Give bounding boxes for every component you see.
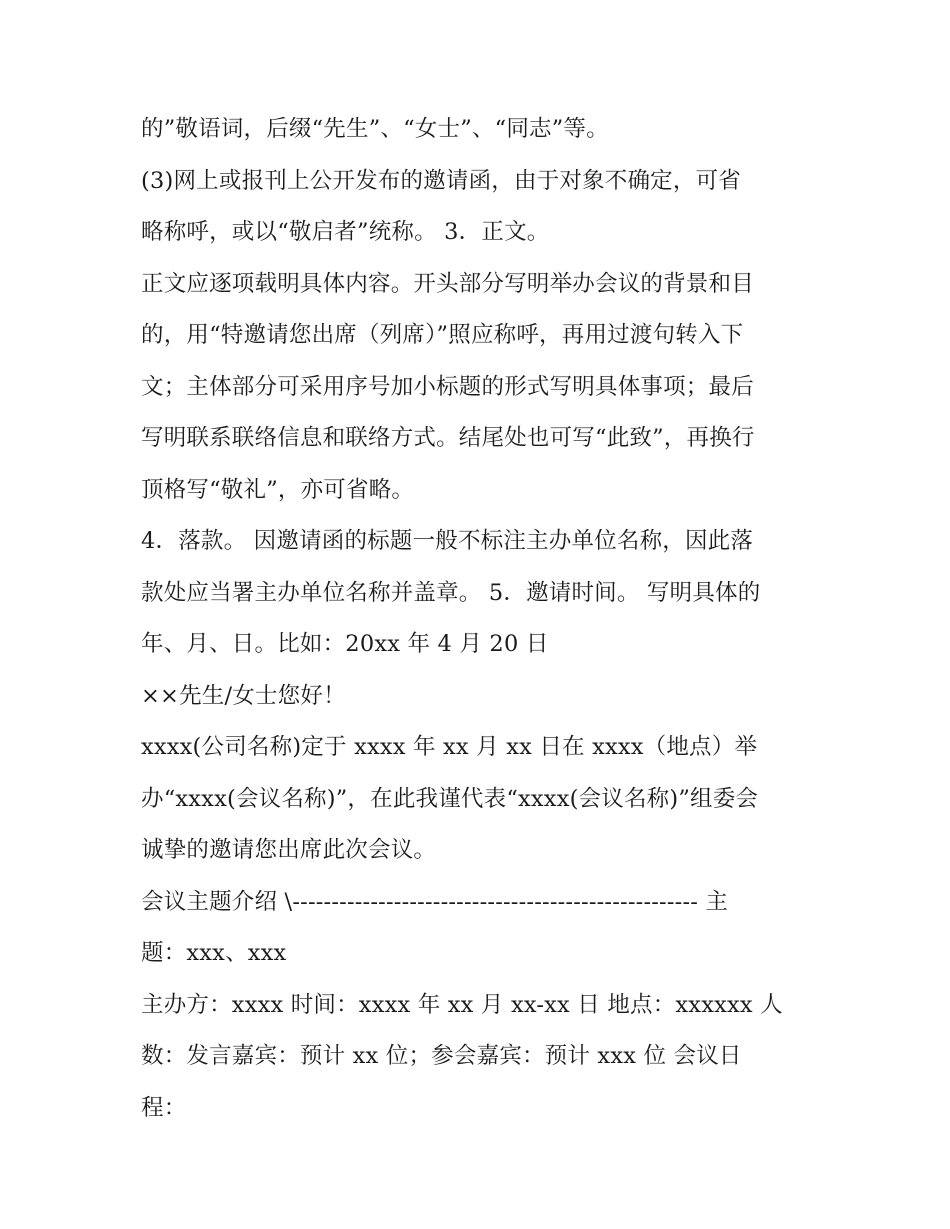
- text-line: 文；主体部分可采用序号加小标题的形式写明具体事项；最后: [141, 373, 754, 400]
- text-line: 程：: [141, 1094, 187, 1121]
- text-line: 的，用“特邀请您出席（列席）”照应称呼，再用过渡句转入下: [141, 322, 744, 348]
- text-line: 款处应当署主办单位名称并盖章。 5．邀请时间。 写明具体的: [141, 579, 761, 606]
- text-line: 会议主题介绍 \---------------------------------------------------- 主: [141, 888, 729, 915]
- text-line: 正文应逐项载明具体内容。开头部分写明举办会议的背景和目: [141, 270, 754, 297]
- text-line: 4．落款。 因邀请函的标题一般不标注主办单位名称，因此落: [141, 528, 754, 554]
- document-body: [141, 104, 821, 1134]
- text-line: 数：发言嘉宾：预计 xx 位；参会嘉宾：预计 xxx 位 会议日: [141, 1043, 742, 1069]
- text-line: 办“xxxx(会议名称)”，在此我谨代表“xxxx(会议名称)”组委会: [141, 785, 759, 812]
- text-line: 诚挚的邀请您出席此次会议。: [141, 837, 437, 863]
- text-line: 主办方：xxxx 时间：xxxx 年 xx 月 xx-xx 日 地点：xxxxxx 人: [141, 991, 783, 1018]
- text-line: 年、月、日。比如：20xx 年 4 月 20 日: [141, 631, 549, 657]
- text-line: 略称呼，或以“敬启者”统称。 3．正文。: [141, 219, 550, 245]
- text-line: ××先生/女士您好！: [141, 682, 346, 709]
- text-line: 的”敬语词，后缀“先生”、“女士”、“同志”等。: [141, 116, 609, 142]
- text-line: (3)网上或报刊上公开发布的邀请函，由于对象不确定，可省: [141, 167, 741, 194]
- text-line: 写明联系联络信息和联络方式。结尾处也可写“此致”，再换行: [141, 425, 755, 451]
- text-line: 顶格写“敬礼”，亦可省略。: [141, 476, 415, 503]
- text-line: 题：xxx、xxx: [141, 940, 287, 966]
- text-line: xxxx(公司名称)定于 xxxx 年 xx 月 xx 日在 xxxx（地点）举: [141, 734, 758, 760]
